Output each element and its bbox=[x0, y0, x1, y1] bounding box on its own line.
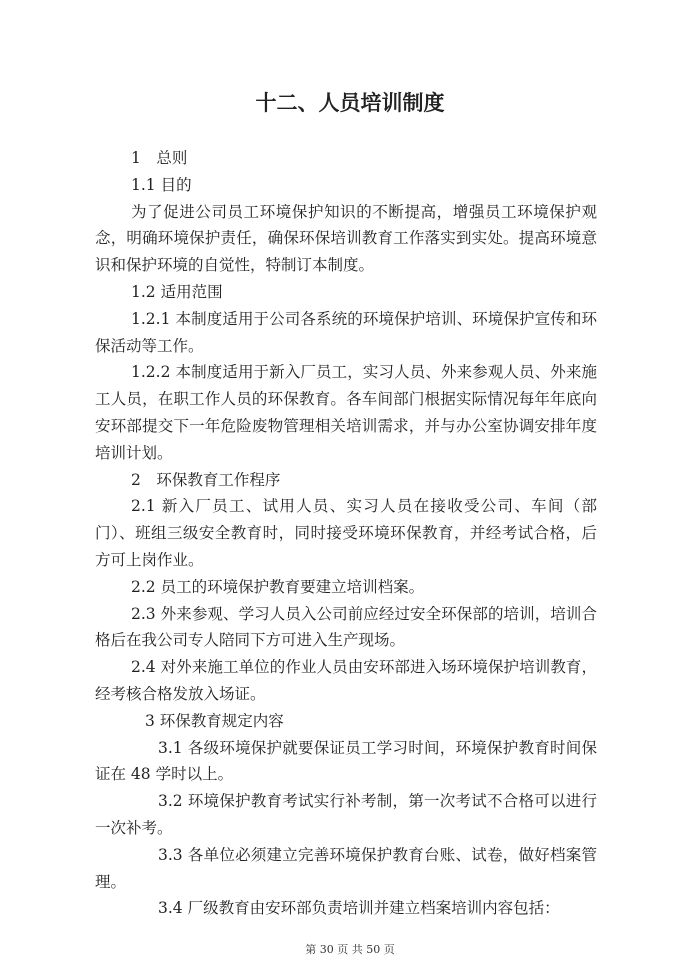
section-heading-2: 2 环保教育工作程序 bbox=[131, 470, 281, 489]
paragraph-1-2-1: 1.2.1 本制度适用于公司各系统的环境保护培训、环境保护宣传和环保活动等工作。 bbox=[95, 309, 597, 355]
subsection-heading-1-1: 1.1 目的 bbox=[131, 175, 192, 194]
paragraph-2-2: 2.2 员工的环境保护教育要建立培训档案。 bbox=[131, 577, 425, 596]
paragraph-purpose: 为了促进公司员工环境保护知识的不断提高，增强员工环境保护观念，明确环境保护责任，确保环保培训教育工作落实到实处。提高环境意识和保护环境的自觉性，特制订本制度。 bbox=[95, 202, 597, 275]
paragraph-2-4: 2.4 对外来施工单位的作业人员由安环部进入场环境保护培训教育，经考核合格发放入场证。 bbox=[95, 658, 597, 703]
paragraph-3-2: 3.2 环境保护教育考试实行补考制，第一次考试不合格可以进行一次补考。 bbox=[95, 792, 597, 837]
paragraph-3-4: 3.4 厂级教育由安环部负责培训并建立档案培训内容包括： bbox=[158, 899, 560, 918]
page-number-footer: 第 30 页 共 50 页 bbox=[305, 943, 395, 957]
section-heading-3: 3 环保教育规定内容 bbox=[145, 711, 284, 730]
paragraph-3-3: 3.3 各单位必须建立完善环境保护教育台账、试卷，做好档案管理。 bbox=[95, 845, 597, 891]
paragraph-2-3: 2.3 外来参观、学习人员入公司前应经过安全环保部的培训，培训合格后在我公司专人陪同下方可进入生产现场。 bbox=[95, 604, 597, 650]
paragraph-3-1: 3.1 各级环境保护就要保证员工学习时间，环境保护教育时间保证在 48 学时以上。 bbox=[95, 738, 597, 784]
section-heading-1: 1 总则 bbox=[131, 149, 188, 167]
subsection-heading-1-2: 1.2 适用范围 bbox=[131, 282, 223, 301]
document-body bbox=[95, 145, 597, 922]
page-title: 十二、人员培训制度 bbox=[255, 91, 445, 115]
paragraph-2-1: 2.1 新入厂员工、试用人员、实习人员在接收受公司、车间（部门）、班组三级安全教育时，同时接受环境环保教育，并经考试合格，后方可上岗作业。 bbox=[95, 497, 597, 569]
paragraph-1-2-2: 1.2.2 本制度适用于新入厂员工，实习人员、外来参观人员、外来施工人员，在职工作人员的环保教育。各车间部门根据实际情况每年年底向安环部提交下一年危险废物管理相关培训需求，并与办公室协调安排年度培训计划。 bbox=[95, 363, 597, 462]
